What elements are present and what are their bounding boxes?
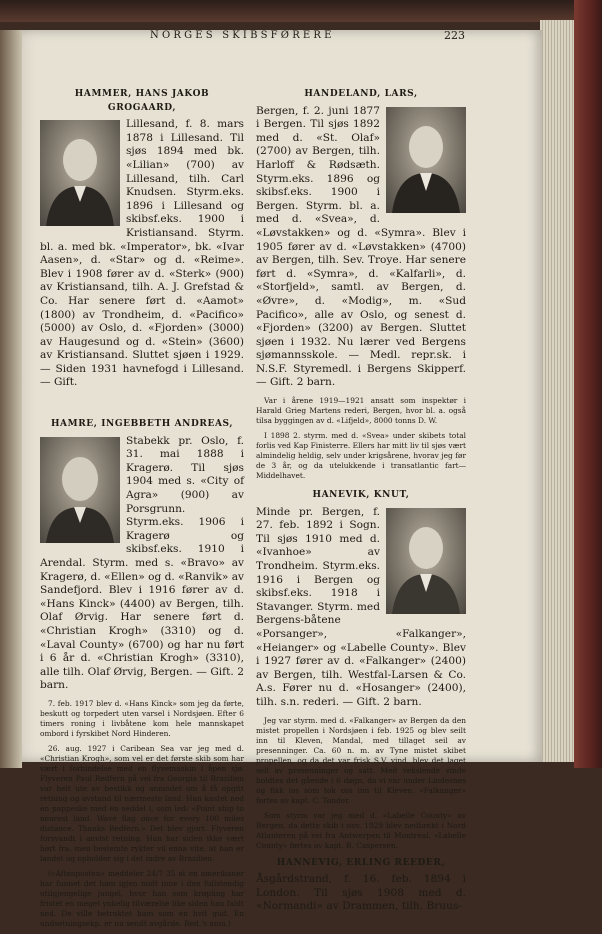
- portrait-figure: [40, 437, 120, 543]
- entry-hannevig: [256, 857, 466, 914]
- entry-bio: Åsgårdstrand, f. 16. feb. 1894 i London. Til sjøs 1908 med d. «Normandi» av Drammen, tilh. Bruus-: [256, 873, 466, 913]
- portrait-figure: [40, 120, 120, 226]
- portrait-figure: [386, 107, 466, 213]
- entry-notes: [256, 396, 466, 481]
- entry-hanevik: [256, 489, 466, 851]
- entry-name: HAMMER, HANS JAKOB GROGAARD,: [74, 89, 210, 113]
- entry-note: («Aftenposten» meddeler 24/7 35 at en amerikaner har funnet det ham igjen midt inne i den fullstendig utilgjengelige jungel, hvor han som krøpling har fristet en meget ynkelig tilværelse like siden han faldt ned. De ville betraktet ham som en hvit gud. En undsetningsekp. er nu sendt avgårde. Red.'s anm.): [40, 868, 244, 928]
- portrait-photo: [40, 120, 120, 226]
- entry-bio: Stabekk pr. Oslo, f. 31. mai 1888 i Kragerø. Til sjøs 1904 med s. «City of Agra» (900) av Porsgrunn. Styrm.eks. 1906 i Kragerø og skibsf.eks. 1910 i Arendal. Styrm. med s. «Bravo» av Kragerø, d. «Ellen» og d. «Ranvik» av Sandefjord. Blev i 1916 fører av d. «Hans Kinck» (4400) av Bergen, tilh. Olaf Ørvig. Har senere ført d. «Christian Krogh» (3310) og d. «Laval County» (6700) og har nu ført i 6 år d. «Christian Krogh» (3310), alle tilh. Olaf Ørvig, Bergen. — Gift. 2 barn.: [40, 434, 244, 692]
- entry-note: Var i årene 1919—1921 ansatt som inspektør i Harald Grieg Martens rederi, Bergen, hvor bl. a. også tilsa byggingen av d. «Lifjeld», 8000 tonns D. W.: [256, 396, 466, 426]
- book-cover-top: [0, 0, 602, 22]
- running-title: NORGES SKIBSFØRERE: [150, 30, 335, 41]
- entry-name: HANNEVIG, ERLING REEDER,: [276, 857, 446, 868]
- page-number: 223: [444, 29, 465, 42]
- left-column: [40, 88, 244, 934]
- portrait-figure: [386, 508, 466, 614]
- entry-note: Som styrm var jeg med d. «Labelle County» av Bergen, da dette skib i nov. 1929 blev nedbrekt i Nord Atlanteren på vei fra Antwerpen til Montreal. «Labelle County» førtes av kapt. B. Caspersen.: [256, 810, 466, 850]
- right-column: [256, 88, 466, 914]
- portrait-photo: [386, 107, 466, 213]
- entry-hammer: [40, 88, 244, 390]
- entry-hamre: [40, 418, 244, 929]
- book-cover-right: [574, 0, 602, 768]
- entry-note: Jeg var styrm. med d. «Falkanger» av Bergen da den mistet propellen i Nordsjøen i feb. 1925 og blev seilt inn til Kleven, Mandal, med tillaget seil av presenninger. Ca. 60 n. m. av Tyne mistet skibet propellen, og da det var frisk S.V. vind, blev det laget seil av presenninger og satt. Med vekslende vinde holdtes det gående i 6 døgn, da vi var under Lindesnes og fikk los som tok oss inn til Kleven. «Falkanger» førtes av kapt. C. Tønder.: [256, 715, 466, 805]
- entry-bio: Lillesand, f. 8. mars 1878 i Lillesand. Til sjøs 1894 med bk. «Lilian» (700) av Lillesand, tilh. Carl Knudsen. Styrm.eks. 1896 i Lillesand og skibsf.eks. 1900 i Kristiansand. Styrm. bl. a. med bk. «Imperator», bk. «Ivar Aasen», d. «Star» og d. «Reime». Blev i 1908 fører av d. «Sterk» (900) av Kristiansand, tilh. A. J. Grefstad & Co. Har senere ført d. «Aamot» (1800) av Trondheim, d. «Pacifico» (5000) av Oslo, d. «Fjorden» (3000) av Haugesund og d. «Stein» (3600) av Kristiansand. Sluttet sjøen i 1929. — Siden 1931 havnefogd i Lillesand. — Gift.: [40, 118, 244, 389]
- entry-name: HANEVIK, KNUT,: [312, 490, 410, 501]
- entry-bio: Minde pr. Bergen, f. 27. feb. 1892 i Sogn. Til sjøs 1910 med d. «Ivanhoe» av Trondheim. Styrm.eks. 1916 i Bergen og skibsf.eks. 1918 i Stavanger. Styrm. med Bergens-båtene «Porsanger», «Falkanger», «Heianger» og «Labelle County». Blev i 1927 fører av d. «Falkanger» (2400) av Bergen, tilh. Westfal-Larsen & Co. A.s. Fører nu d. «Hosanger» (2400), tilh. s.n. rederi. — Gift. 2 barn.: [256, 505, 466, 708]
- entry-notes: [40, 699, 244, 929]
- entry-note: 26. aug. 1927 i Caribean Sea var jeg med d. «Christian Krogh», som vel er det første skib som har vært i forbindelse med en flyvemaskin i åpen sjø. Flyveren Paul Redfern på vei fra Georgia til Brazilien var helt ute av bestikk og anmodet om å få opgitt retning og avstand til nærmeste land. Han kastet ned en pappeske med en seddel i, som led: «Point ship to nearest land. Wave flag once for every 100 miles distance. Thanks Redfern.» Det blev gjort. Flyveren forsvandt i anvist retning. Han har siden ikke vært hørt fra, men bestemte rykter vil enna vite, at han er landet og opholder sig i det indre av Brazilien.: [40, 743, 244, 863]
- page-gutter: [0, 30, 22, 768]
- entry-notes: [256, 716, 466, 851]
- portrait-photo: [386, 508, 466, 614]
- entry-name: HANDELAND, LARS,: [304, 89, 418, 99]
- entry-handeland: [256, 88, 466, 481]
- entry-bio: Bergen, f. 2. juni 1877 i Bergen. Til sjøs 1892 med d. «St. Olaf» (2700) av Bergen, tilh. Harloff & Rødsæth. Styrm.eks. 1896 og skibsf.eks. 1900 i Bergen. Styrm. bl. a. med d. «Svea», d. «Løvstakken» og d. «Symra». Blev i 1905 fører av d. «Løvstakken» (4700) av Bergen, tilh. Sev. Troye. Har senere ført d. «Symra», d. «Kalfarli», d. «Storfjeld», samtl. av Bergen, d. «Øvre», d. «Modig», m. «Sud Pacifico», alle av Oslo, og senest d. «Fjorden» (3200) av Bergen. Sluttet sjøen i 1932. Nu lærer ved Bergens sjømannsskole. — Medl. repr.sk. i N.S.F. Styremedl. i Bergens Skipperf. — Gift. 2 barn.: [256, 104, 466, 389]
- entry-note: 7. feb. 1917 blev d. «Hans Kinck» som jeg da førte, beskutt og torpedert uten varsel i Nordsjøen. Efter 6 timers roning i livbåtene kom hele mannskapet ombord i fyrskibet Nord Hinderen.: [40, 698, 244, 738]
- entry-name: HAMRE, INGEBBETH ANDREAS,: [50, 419, 234, 430]
- portrait-photo: [40, 437, 120, 543]
- entry-note: I 1898 2. styrm. med d. «Svea» under skibets total forlis ved Kap Finisterre. Ellers har mitt liv til sjøs vært almindelig heldig, selv under krigsårene, hvorav jeg før de 3 år, og da utelukkende i transatlantic fart—Middelhavet.: [256, 431, 466, 481]
